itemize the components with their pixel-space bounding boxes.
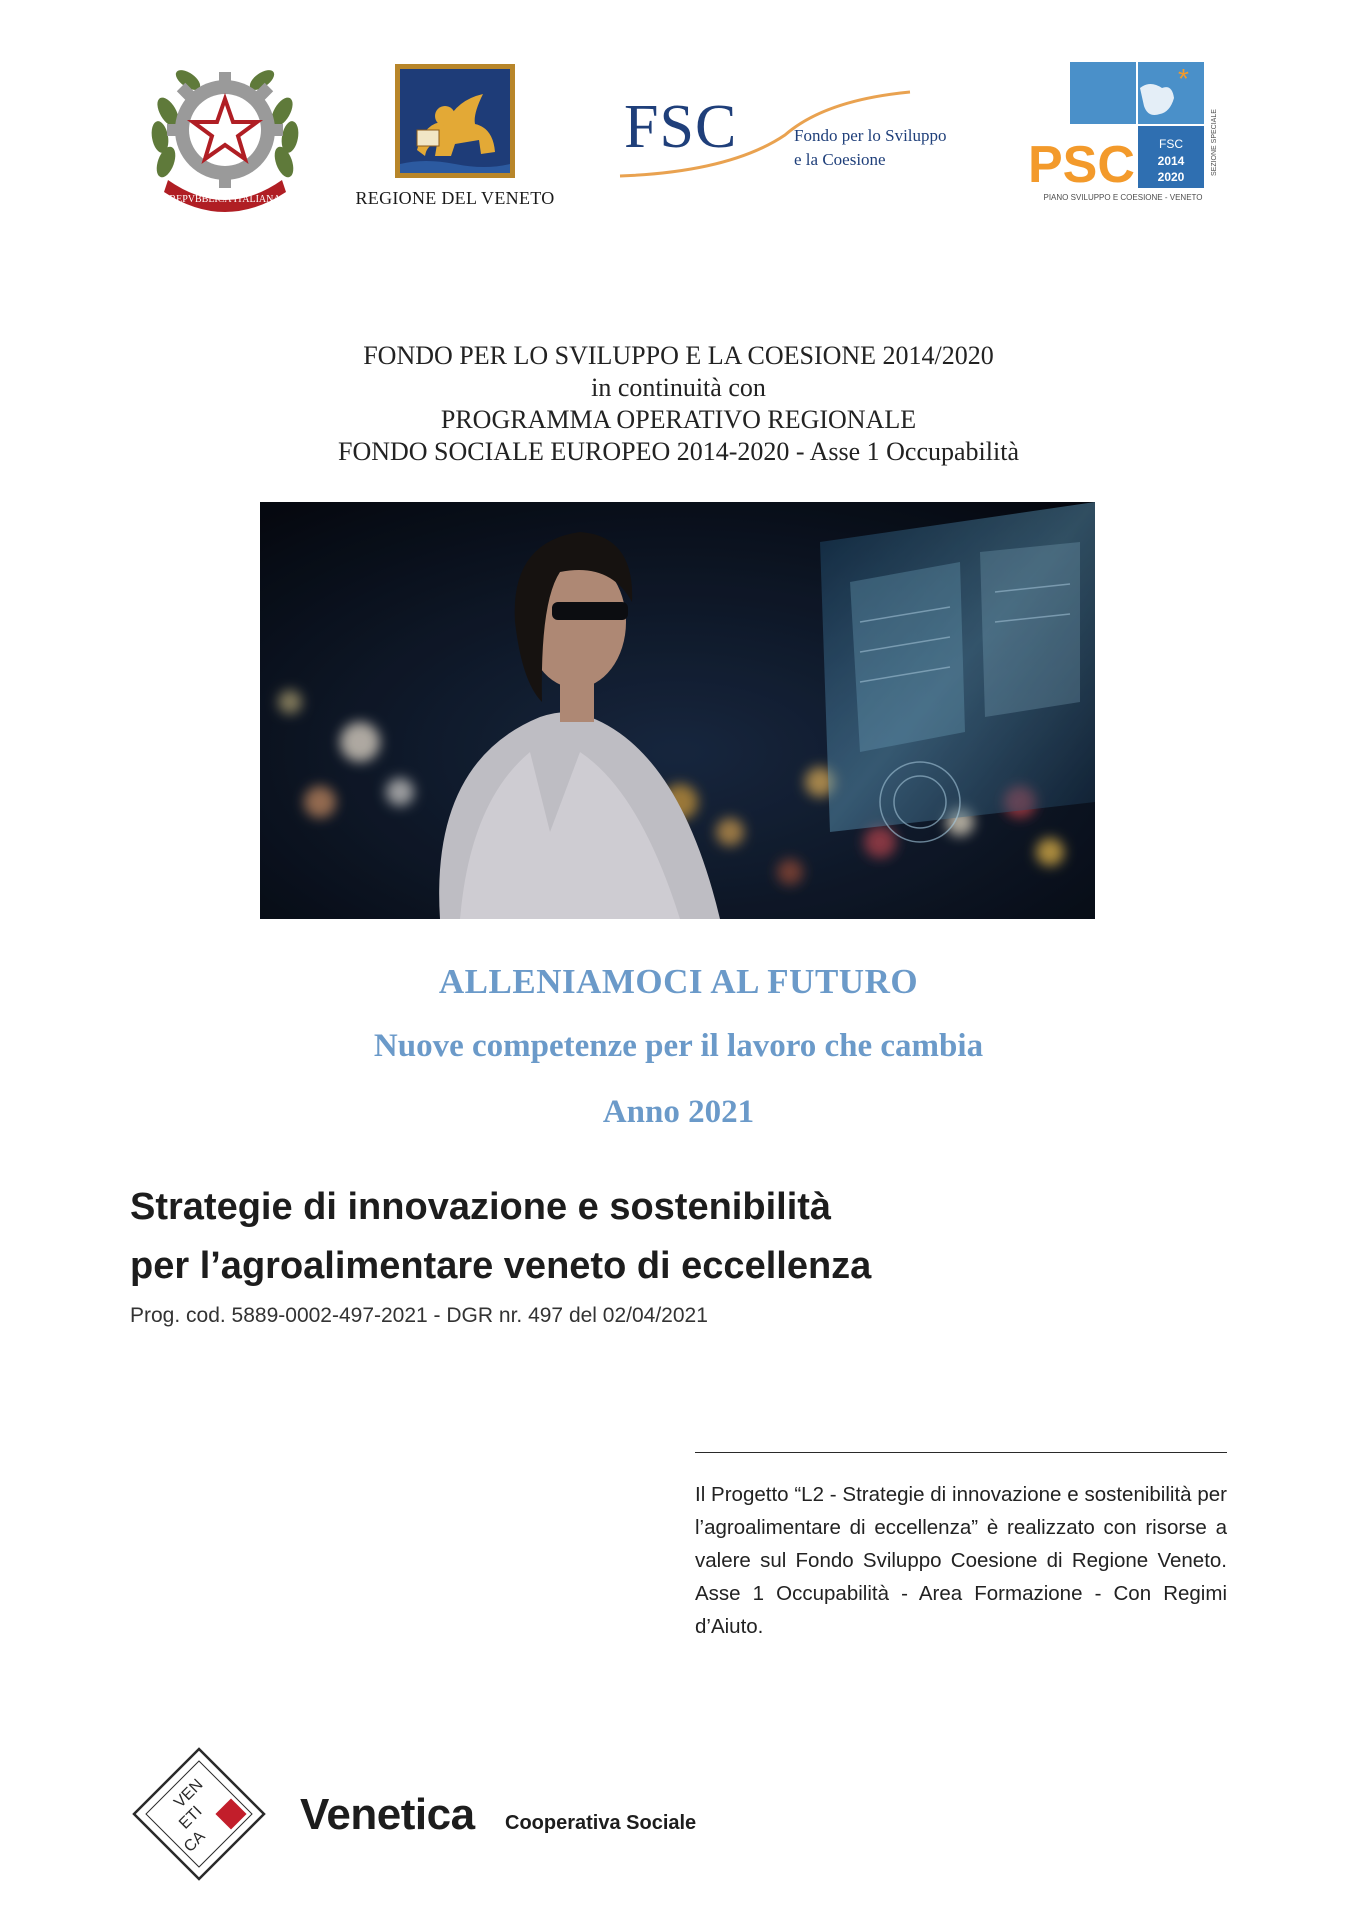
regione-veneto-caption: REGIONE DEL VENETO bbox=[355, 188, 555, 208]
venetica-mark-letters-3: CA bbox=[180, 1827, 209, 1856]
repubblica-italiana-emblem bbox=[150, 52, 300, 212]
fund-heading-line3: PROGRAMMA OPERATIVO REGIONALE bbox=[440, 405, 917, 434]
regione-veneto-logo bbox=[355, 60, 555, 210]
fund-heading-line1: FONDO PER LO SVILUPPO E LA COESIONE 2014/2020 bbox=[363, 341, 994, 370]
psc-year-end: 2020 bbox=[1157, 170, 1185, 184]
psc-letters: PSC bbox=[1028, 136, 1135, 193]
project-title-line2: per l’agroalimentare veneto di eccellenza bbox=[130, 1245, 872, 1287]
psc-year-start: 2014 bbox=[1157, 154, 1185, 168]
venetica-name: Venetica bbox=[300, 1790, 475, 1839]
fsc-logo bbox=[610, 80, 970, 190]
repubblica-ribbon-text: REPVBBLICA ITALIANA bbox=[169, 194, 281, 205]
fsc-letters: FSC bbox=[624, 93, 738, 161]
campaign-subtitle: Nuove competenze per il lavoro che cambia bbox=[373, 1028, 984, 1064]
hero-photo bbox=[260, 502, 1095, 919]
campaign-year: Anno 2021 bbox=[602, 1094, 755, 1130]
fsc-subtitle-line2: e la Coesione bbox=[794, 150, 886, 169]
psc-logo bbox=[1028, 58, 1228, 208]
campaign-title: ALLENIAMOCI AL FUTURO bbox=[438, 962, 919, 1001]
psc-side-label: SEZIONE SPECIALE bbox=[1211, 109, 1218, 176]
funding-note-divider bbox=[695, 1452, 1227, 1453]
project-code: Prog. cod. 5889-0002-497-2021 - DGR nr. 497 del 02/04/2021 bbox=[130, 1304, 708, 1327]
venetica-mark-letters-1: VEN bbox=[171, 1776, 207, 1812]
fund-heading bbox=[0, 340, 1357, 468]
venetica-mark-letters-2: ETI bbox=[176, 1803, 206, 1833]
fund-heading-line2: in continuità con bbox=[591, 373, 766, 402]
funding-note: Il Progetto “L2 - Strategie di innovazione e sostenibilità per l’agroalimentare di eccellenza” è realizzato con risorse a valere sul Fondo Sviluppo Coesione di Regione Veneto. Asse 1 Occupabilità - Area Formazione - Con Regimi d’Aiuto. bbox=[695, 1483, 1227, 1638]
fund-heading-line4: FONDO SOCIALE EUROPEO 2014-2020 - Asse 1 Occupabilità bbox=[337, 437, 1019, 466]
fsc-subtitle-line1: Fondo per lo Sviluppo bbox=[794, 126, 947, 145]
project-title-line1: Strategie di innovazione e sostenibilità bbox=[130, 1186, 832, 1228]
venetica-tagline: Cooperativa Sociale bbox=[505, 1812, 697, 1834]
psc-fsc-label: FSC bbox=[1159, 137, 1183, 151]
psc-caption: PIANO SVILUPPO E COESIONE - VENETO bbox=[1043, 193, 1203, 202]
venetica-logo-mark bbox=[130, 1745, 268, 1883]
psc-asterisk-icon: * bbox=[1178, 63, 1189, 94]
